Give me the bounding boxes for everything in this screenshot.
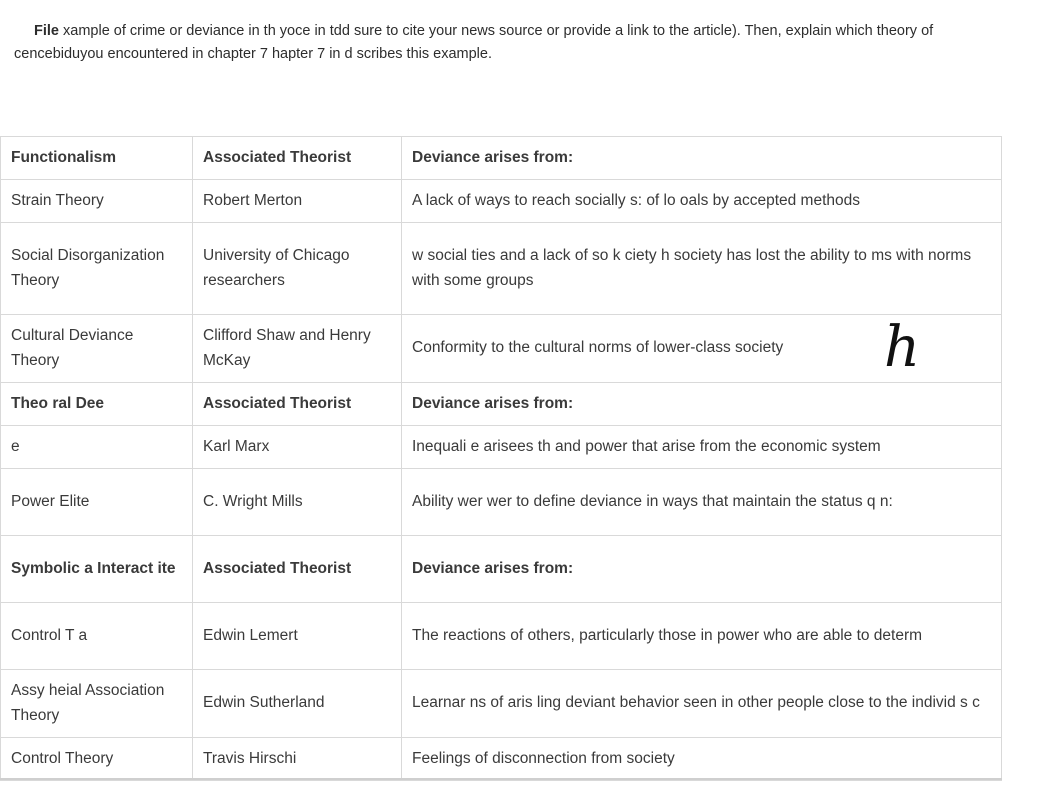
theories-table-body <box>1 137 1002 781</box>
prompt-line-1 <box>14 20 1014 43</box>
theory-cell: Cultural Deviance Theory <box>1 315 193 383</box>
theorist-cell: University of Chicago researchers <box>193 223 402 315</box>
theory-cell: Social Disorganization Theory <box>1 223 193 315</box>
deviance-source-cell: Feelings of disconnection from society <box>402 738 1002 781</box>
theorist-cell: Edwin Lemert <box>193 603 402 670</box>
deviance-source-cell: Inequali e arisees th and power that arise from the economic system <box>402 426 1002 469</box>
theory-cell: Functionalism <box>1 137 193 180</box>
table-header-row <box>1 536 1002 603</box>
deviance-source-cell: Deviance arises from: <box>402 536 1002 603</box>
table-header-row <box>1 137 1002 180</box>
table-row <box>1 469 1002 536</box>
theory-cell: Power Elite <box>1 469 193 536</box>
assignment-prompt <box>14 20 1014 66</box>
theory-cell: Symbolic a Interact ite <box>1 536 193 603</box>
prompt-lead: File <box>34 23 59 39</box>
deviance-source-cell: Deviance arises from: <box>402 137 1002 180</box>
theorist-cell: C. Wright Mills <box>193 469 402 536</box>
theorist-cell: Travis Hirschi <box>193 738 402 781</box>
prompt-line-2: cencebiduyou encountered in chapter 7 hapter 7 in d scribes this example. <box>14 46 492 62</box>
table-row <box>1 426 1002 469</box>
table-row <box>1 670 1002 738</box>
theory-cell: Theo ral Dee <box>1 383 193 426</box>
table-row <box>1 223 1002 315</box>
theorist-cell: Robert Merton <box>193 180 402 223</box>
deviance-source-cell: Ability wer wer to define deviance in ways that maintain the status q n: <box>402 469 1002 536</box>
table-row <box>1 180 1002 223</box>
theorist-cell: Associated Theorist <box>193 137 402 180</box>
deviance-source-cell: The reactions of others, particularly those in power who are able to determ <box>402 603 1002 670</box>
theorist-cell: Clifford Shaw and Henry McKay <box>193 315 402 383</box>
theorist-cell: Associated Theorist <box>193 536 402 603</box>
theorist-cell: Edwin Sutherland <box>193 670 402 738</box>
theory-cell: Control T a <box>1 603 193 670</box>
theorist-cell: Karl Marx <box>193 426 402 469</box>
deviance-source-cell: Deviance arises from: <box>402 383 1002 426</box>
deviance-source-cell: A lack of ways to reach socially s: of lo oals by accepted methods <box>402 180 1002 223</box>
theorist-cell: Associated Theorist <box>193 383 402 426</box>
table-row <box>1 603 1002 670</box>
theory-cell: Assy heial Association Theory <box>1 670 193 738</box>
theory-cell: Control Theory <box>1 738 193 781</box>
table-bottom-rule <box>0 778 1002 780</box>
theory-cell: e <box>1 426 193 469</box>
handwritten-mark: h <box>884 315 921 380</box>
table-row <box>1 738 1002 781</box>
theories-table <box>0 136 1002 781</box>
theory-cell: Strain Theory <box>1 180 193 223</box>
table-header-row <box>1 383 1002 426</box>
deviance-source-cell: w social ties and a lack of so k ciety h society has lost the ability to ms with norms with some groups <box>402 223 1002 315</box>
deviance-source-cell: Learnar ns of aris ling deviant behavior seen in other people close to the individ s c <box>402 670 1002 738</box>
deviance-source-cell: Conformity to the cultural norms of lower-class society <box>402 315 1002 383</box>
table-row <box>1 315 1002 383</box>
prompt-line-1-text: xample of crime or deviance in th yoce in tdd sure to cite your news source or provide a link to the article). Then, explain which theory of <box>63 23 934 39</box>
